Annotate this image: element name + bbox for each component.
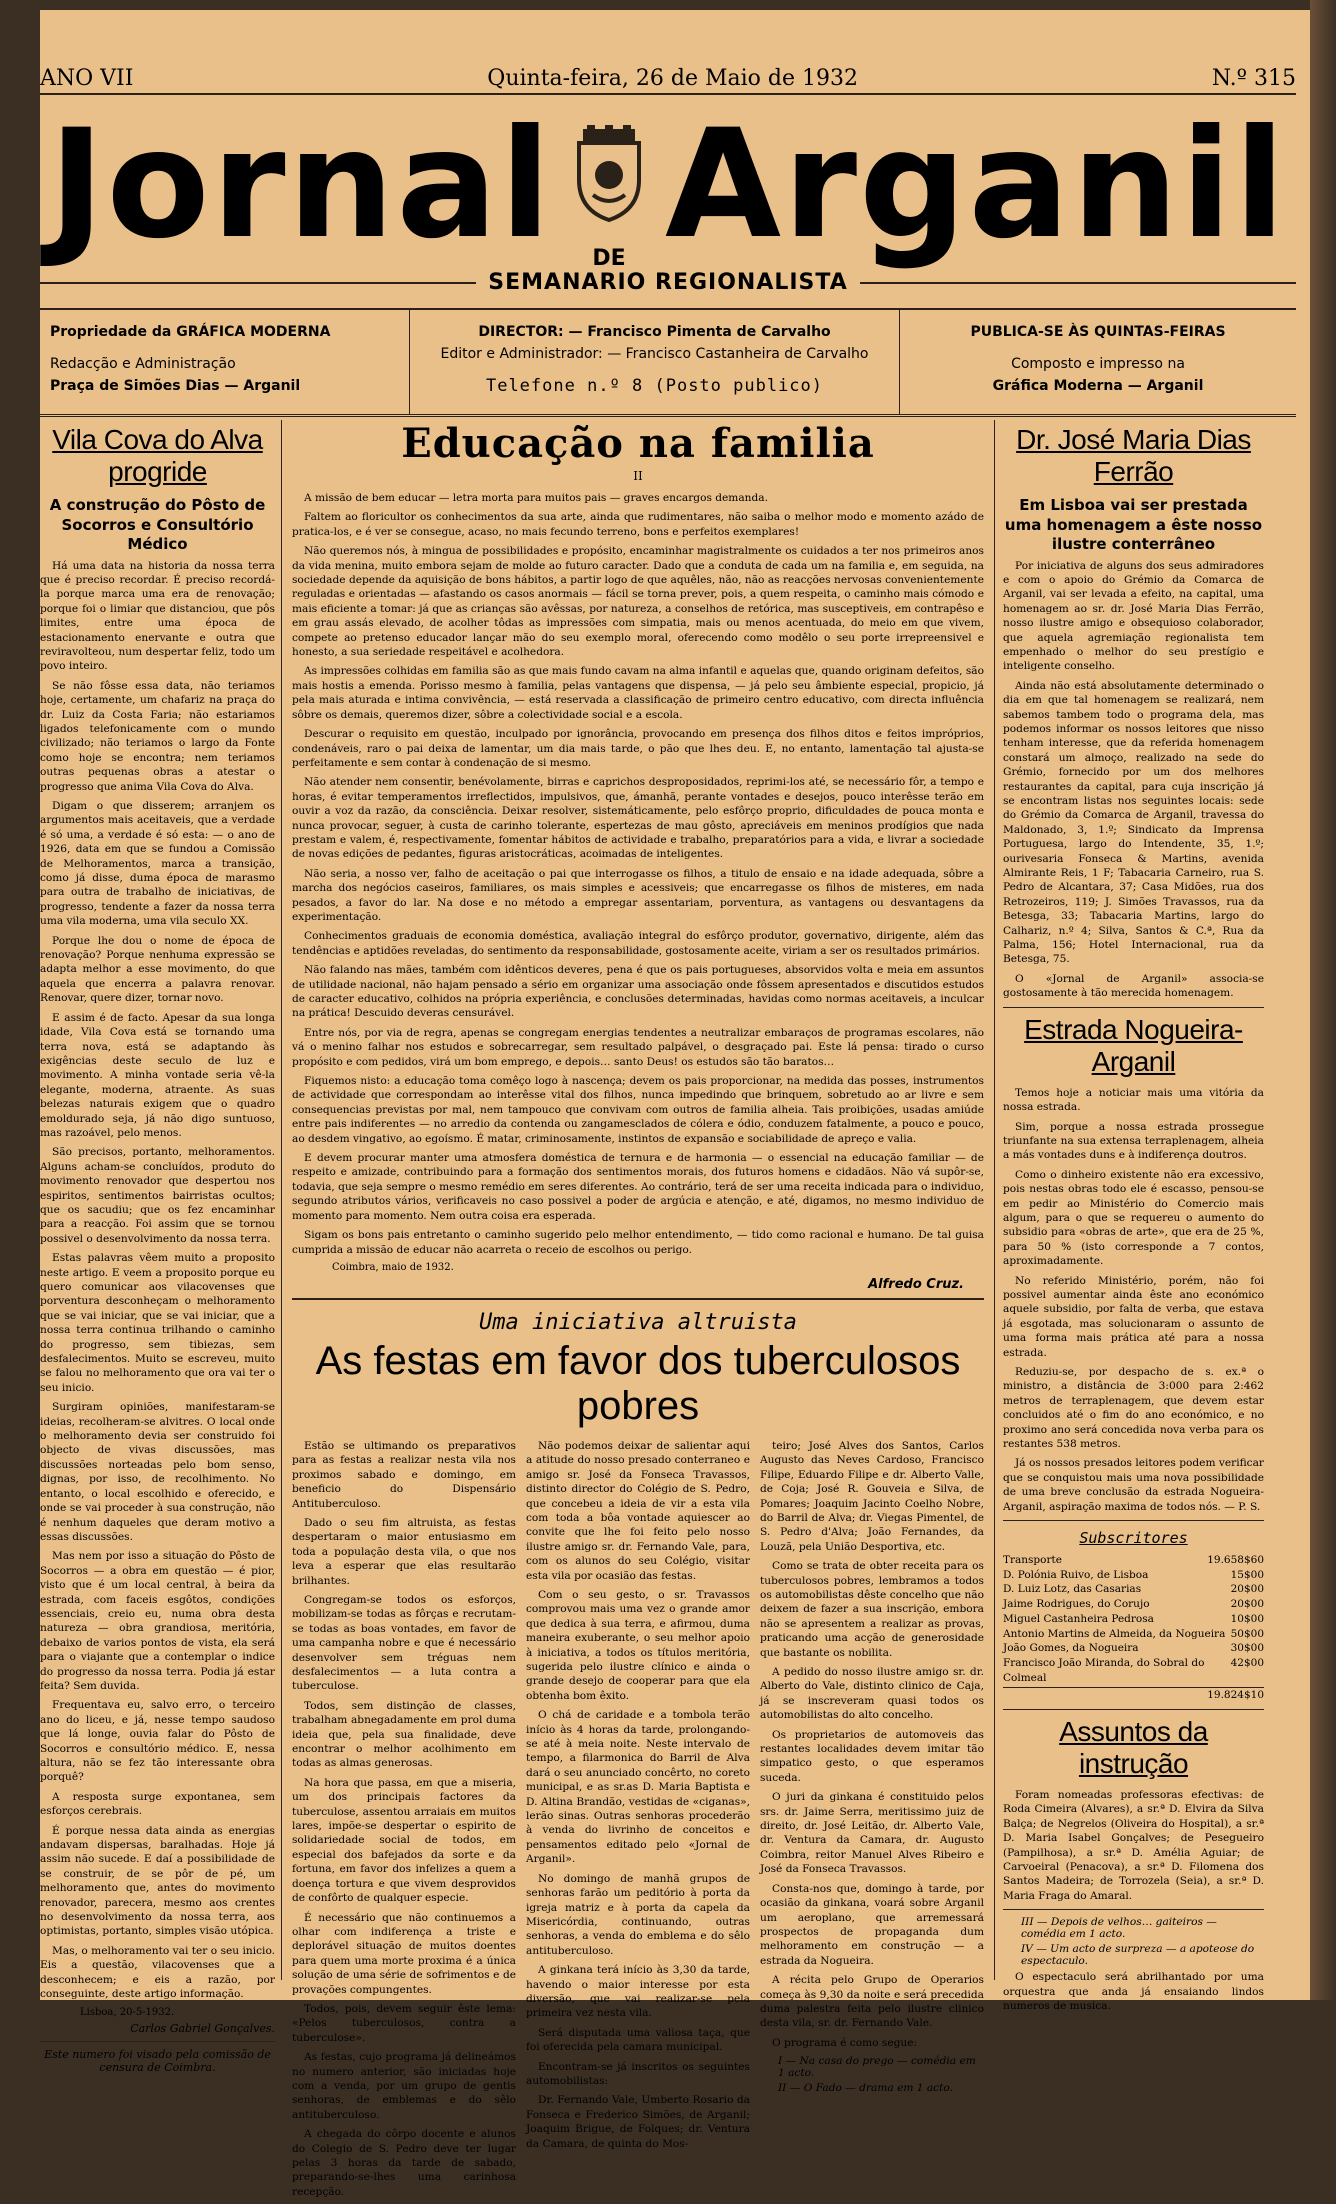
paragraph: O programa é como segue:: [772, 2036, 918, 2049]
article-title-ferrao: Dr. José Maria Dias Ferrão: [1016, 424, 1251, 487]
paragraph: Todos, pois, devem seguir êste lema: «Pelos tuberculosos, contra a tuberculose».: [292, 2002, 516, 2044]
address: Praça de Simões Dias — Arganil: [50, 378, 301, 394]
paragraph: Conhecimentos graduais de economia doméstica, avaliação integral do esfôrço produtor, governativo, dirigente, além das tendências e aptidões reveladas, do sentimento da responsabilidade, gostosamente aceite, viriam a ser os resultados primários.: [292, 930, 984, 957]
paragraph: Digam o que disserem; arranjem os argumentos mais aceitaveis, que a verdade é só uma, a verdade é só esta: — o ano de 1926, data em que se fundou a Comissão de Melhoramentos, marca a transição, como já disse, duma época de marasmo para outra de trabalho de iniciativas, de progresso, tendente a fazer da nossa terra uma vila moderna, uma vila seculo XX.: [40, 800, 275, 928]
paragraph: A récita pelo Grupo de Operarios começa às 9,30 da noite e será precedida duma palestra feita pelo ilustre clinico desta vila, sr. dr. Fernando Vale.: [760, 1974, 984, 2030]
subscriber-amount: 30$00: [1230, 1642, 1264, 1655]
paragraph: Se não fôsse essa data, não teriamos hoje, certamente, um chafariz na praça do dr. Luiz da Costa Faria; não estariamos ligados telefonicamente com o mundo civilizado; não teriamos o largo da Fonte como hoje se encontra; nem teriamos outras pequenas obras a atestar o progresso que anima Vila Cova do Alva.: [40, 679, 275, 793]
paragraph: Consta-nos que, domingo à tarde, por ocasião da ginkana, voará sobre Arganil um aeroplano, que arremessará prospectos de propaganda dum melhoramento em construção — a estrada da Nogueira.: [760, 1882, 984, 1967]
subscriber-name: João Gomes, da Nogueira: [1003, 1642, 1139, 1655]
paragraph: Dr. Fernando Vale, Umberto Rosario da Fonseca e Frederico Simões, de Arganil; Joaquim Brigue, de Folques; dr. Ventura da Camara, de quinta do Mos-: [526, 2094, 750, 2150]
editor: Editor e Administrador: — Francisco Castanheira de Carvalho: [440, 346, 869, 362]
paragraph: São precisos, portanto, melhoramentos. Alguns acham-se concluídos, produto do movimento renovador que despertou nos espiritos, sentimentos bairristas ocultos; que os sacudiu; que os fez encaminhar para a reacção. Foi assim que se tornou possivel o desenvolvimento da nossa terra.: [40, 1146, 275, 1245]
paragraph: Não falando nas mães, também com idênticos deveres, pena é que os pais portugueses, absorvidos volta e meia em assuntos de utilidade nacional, não hajam pensado a sério em organizar uma associação onde fôssem apresentados e discutidos estudos de caracter educativo, colhidos na própria experiência, e conclusões determinadas, havidas como normas aceitaveis, a inculcar na prática! Descuido deveras censurável.: [292, 964, 984, 1020]
paragraph: E assim é de facto. Apesar da sua longa idade, Vila Cova está se tornando uma terra nova, está se adaptando às exigências deste seculo de luz e movimento. A minha vontade seria vê-la elegante, moderna, atraente. As suas belezas naturais exigem que o quadro emoldurado seja, já não digo suntuoso, mas razoável, pelo menos.: [40, 1011, 275, 1139]
issue-number: N.º 315: [1211, 66, 1296, 91]
paragraph: Sim, porque a nossa estrada prossegue triunfante na sua extensa terraplenagem, alheia a más vontades duns e à indiferença doutros.: [1003, 1120, 1264, 1162]
program-item-3: III — Depois de velhos… gaiteiros — comédia em 1 acto.: [1021, 1916, 1217, 1941]
subtitle-bar: [40, 270, 1296, 295]
subscriber-row: [1003, 1568, 1264, 1583]
subscriber-amount: 42$00: [1230, 1656, 1264, 1669]
subscribers-list: [1003, 1553, 1264, 1685]
year: ANO VII: [40, 66, 134, 91]
subscriber-name: Transporte: [1003, 1554, 1062, 1567]
paragraph: As festas, cujo programa já delineámos no numero anterior, são iniciadas hoje com a venda, por um grupo de gentis senhoras, de emblemas e do sêlo antituberculoso.: [292, 2051, 516, 2121]
subtitle: SEMANARIO REGIONALISTA: [488, 270, 848, 295]
subscriber-name: Antonio Martins de Almeida, da Nogueira: [1003, 1627, 1226, 1640]
subscriber-amount: 10$00: [1230, 1612, 1264, 1625]
paragraph: No domingo de manhã grupos de senhoras farão um peditório à porta da igreja matriz e à porta da capela da Misericórdia, continuando, outras senhoras, a venda do emblema e do sêlo antituberculoso.: [526, 1872, 750, 1957]
subscriber-row: [1003, 1656, 1264, 1685]
article-body-instrucao: [1003, 1788, 1264, 1903]
article-body-educacao: [292, 491, 984, 1257]
subscriber-row: [1003, 1641, 1264, 1656]
program-item-2: II — O Fado — drama em 1 acto.: [778, 2082, 953, 2095]
subscriber-name: Miguel Castanheira Pedrosa: [1003, 1612, 1154, 1625]
paragraph: Encontram-se já inscritos os seguintes automobilistas:: [526, 2060, 750, 2087]
paragraph: Como se trata de obter receita para os tuberculosos pobres, lembramos a todos os automobilistas dêste concelho que não deixem de fazer a sua inscrição, embora não se apresentem a realizar as provas, praticando uma acção de generosidade que bastante os nobilita.: [760, 1560, 984, 1659]
masthead-jornal: Jornal: [48, 98, 553, 272]
paragraph: A resposta surge expontanea, sem esforços cerebrais.: [40, 1790, 275, 1818]
info-left: [40, 310, 410, 414]
paragraph: Será disputada uma valiosa taça, que foi oferecida pela camara municipal.: [526, 2026, 750, 2054]
printed-by-label: Composto e impresso na: [1011, 356, 1185, 372]
article-date-educacao: Coimbra, maio de 1932.: [332, 1261, 454, 1273]
paragraph: Estas palavras vêem muito a proposito neste artigo. E veem a proposito porque eu quero comunicar aos vilacovenses que porventura desconheçam o melhoramento que se vai iniciar, que se vai iniciar, que a nossa terra continua trilhando o caminho do progresso, sem tibiezas, sem desfalecimentos. Muito se escreveu, muito se falou no melhoramento que ora vai ter o seu inicio.: [40, 1252, 275, 1394]
subscriber-amount: 20$00: [1230, 1583, 1264, 1596]
program-item-4: IV — Um acto de surpreza — a apoteose do espectaculo.: [1021, 1943, 1255, 1968]
paragraph: Não atender nem consentir, benévolamente, birras e caprichos desproposidados, reprimi-los até, se necessário fôr, a tempo e horas, é evitar temperamentos irreflectidos, impulsivos, que, ámanhã, perante vontades e desejos, pouco interêsse terão em ouvir a voz da razão, da consciência. Deixar resolver, sistemáticamente, pelo esfôrço proprio, dificuldades de pouca monta e nunca provocar, seguer, à custa de carinho tolerante, espertezas de mau gôsto, apreciáveis em meninos prodígios que nada prestam e valem, é, respectivamente, fomentar hábitos de actividade e trabalho, preparatórios para a vida, e livrar a sociedade de novas edições de pedantes, figuras aristocráticas, acoimadas de inteligentes.: [292, 776, 984, 861]
paragraph: Dado o seu fim altruista, as festas despertaram o maior entusiasmo em toda a população desta vila, o que nos leva a esperar que elas resultarão brilhantes.: [292, 1516, 516, 1587]
festas-column-1: [292, 1439, 516, 2204]
paragraph: Reduziu-se, por despacho de s. ex.ª o ministro, a distância de 3:000 para 2:462 metros de terraplenagem, que devem estar concluidos até o fim do ano económico, e no proximo ano será concedida nova verba para os restantes 538 metros.: [1003, 1366, 1264, 1451]
article-title-educacao: Educação na familia: [401, 420, 875, 467]
paragraph: Ainda não está absolutamente determinado o dia em que tal homenagem se realizará, nem sabemos tambem todo o programa dela, mas podemos informar os nossos leitores que nisso tenham interesse, que da referida homenagem constará um almoço, realizado na sede do Grémio, fornecido por um dos melhores restaurantes da capital, para cuja inscrição já se encontram listas nos seguintes locais: sede do Grémio da Comarca de Arganil, travessa do Maldonado, 3, 1.º; Sindicato da Imprensa Portuguesa, largo do Intendente, 35, 1.º; ourivesaria Fonseca & Martins, avenida Almirante Reis, 1 F; Tabacaria Carneiro, rua S. Pedro de Alcantara, 37; Casa Midões, rua dos Retrozeiros, 119; J. Simões Travassos, rua da Betesga, 33; Tabacaria Martins, largo do Calhariz, n.º 4; Silva, Santos & C.ª, Rua da Palma, 156; Hotel Internacional, rua da Betesga, 75.: [1003, 679, 1264, 966]
paragraph: O chá de caridade e a tombola terão início às 4 horas da tarde, prolongando-se até à meia noite. Neste intervalo de tempo, a filarmonica do Barril de Alva dará o seu anunciado concêrto, no coreto municipal, e as sr.as D. Maria Baptista e D. Altina Brandão, vestidas de «ciganas», lerão sinas. Outras senhoras procederão à venda do livrinho de conceitos e pensamentos editado pelo «Jornal de Arganil».: [526, 1709, 750, 1866]
paragraph: Já os nossos presados leitores podem verificar que se conquistou mais uma nova possibilidade de uma breve conclusão da estrada Nogueira-Arganil, aspiração maxima de todos nós. — P. S.: [1003, 1457, 1264, 1513]
top-line: [40, 55, 1296, 95]
masthead-de: DE: [592, 246, 626, 271]
paragraph: Por iniciativa de alguns dos seus admiradores e com o apoio do Grémio da Comarca de Arganil, vai ser levada a efeito, na capital, uma homenagem ao sr. dr. José Maria Dias Ferrão, nosso ilustre amigo e obsequioso colaborador, que aquela agremiação regionalista tem empenhado o melhor do seu prestígio e inteligente conselho.: [1003, 559, 1264, 673]
paragraph: Com o seu gesto, o sr. Travassos comprovou mais uma vez o grande amor que dedica à sua terra, e afirmou, duma maneira exuberante, o seu melhor apoio à iniciativa, a todos os títulos meritória, sugerida pelo ilustre clínico e ainda o grande desejo de cooperar para que ela obtenha bom êxito.: [526, 1588, 750, 1702]
paragraph: Porque lhe dou o nome de época de renovação? Porque nenhuma expressão se adapta melhor a esse movimento, do que aquela que encerra a palavra renovar. Renovar, quere dizer, tornar novo.: [40, 934, 275, 1005]
info-right: [900, 310, 1296, 414]
paragraph: A ginkana terá início às 3,30 da tarde, havendo o maior interesse por esta diversão, que vai realizar-se pela primeira vez nesta vila.: [526, 1964, 750, 2020]
paragraph: É necessário que não continuemos a olhar com indiferença a triste e deplorável situação de muitos doentes para quem uma morte proxima é a única solução de uma série de sofrimentos e de provações compungentes.: [292, 1911, 516, 1996]
paragraph: Mas nem por isso a situação do Pôsto de Socorros — a obra em questão — é pior, visto que é um local central, à beira da estrada, com faceis esgôtos, condições essenciais, creio eu, numa obra desta natureza — obra grandiosa, meritória, debaixo de varios pontos de vista, ela será para o viajante que a contemplar o indice do progresso da nossa terra. Podia já estar feita? Sem duvida.: [40, 1550, 275, 1692]
paragraph: Sigam os bons pais entretanto o caminho sugerido pelo melhor entendimento, — tido como racional e humano. De tal guisa cumprida a missão de educar não acarreta o receio de escolhos ou perigo.: [292, 1229, 984, 1256]
paragraph: Há uma data na historia da nossa terra que é preciso recordar. É preciso recordá-la porque marca uma era de renovação; porque foi o limiar que distanciou, que pôs limites, entre uma época de estacionamento enervante e outra que reviravolteou, num despertar feliz, todo um povo inteiro.: [40, 559, 275, 673]
paragraph: E devem procurar manter uma atmosfera doméstica de ternura e de harmonia — o essencial na educação familiar — de respeito e amizade, contribuindo para a formação dos sentimentos morais, dos futuros homens e cidadãos. Não vá supôr-se, todavia, que seja sempre o mesmo remédio em seres diferentes. Ao contrário, terá de ser uma receita indicada para o individuo, segundo atributos vários, verificaveis no caso possivel a poder de argúcia e atenção, e até, digamos, no mesmo individuo de momento para momento. Nem outra coisa era esperada.: [292, 1152, 984, 1222]
paragraph: Frequentava eu, salvo erro, o terceiro ano do liceu, e já, nesse tempo saudoso que lá longe, ouvia falar do Pôsto de Socorros e consultório médico. E, nessa altura, não se fez tão interessante obra porquê?: [40, 1699, 275, 1784]
info-bar: [40, 308, 1296, 417]
subscriber-amount: 20$00: [1230, 1598, 1264, 1611]
article-author-vila-cova: Carlos Gabriel Gonçalves.: [130, 2021, 275, 2035]
article-body-festas: [292, 1439, 984, 2204]
subscriber-name: D. Polónia Ruivo, de Lisboa: [1003, 1568, 1149, 1581]
printer: Gráfica Moderna — Arganil: [992, 378, 1204, 394]
masthead: [30, 100, 1306, 270]
crest-icon: [569, 125, 649, 271]
paragraph: Mas, o melhoramento vai ter o seu inicio. Eis a questão, vilacovenses que a desconhecem; e eis a razão, por conseguinte, deste artigo informação.: [40, 1944, 275, 2001]
paragraph: É porque nessa data ainda as energias andavam dispersas, baralhadas. Hoje já assim não sucede. E daí a possibilidade de se construir, de se pôr de pé, um melhoramento que, antes do movimento renovador, parecera, mesmo aos crentes no desenvolvimento da nossa terra, aos optimistas, portanto, simples visão utópica.: [40, 1824, 275, 1938]
subscriber-name: Francisco João Miranda, do Sobral do Colmeal: [1003, 1656, 1205, 1684]
article-body-vila-cova: [40, 559, 275, 2002]
article-title-estrada: Estrada Nogueira-Arganil: [1024, 1013, 1243, 1077]
paragraph: Estão se ultimando os preparativos para as festas a realizar nesta vila nos proximos sabado e domingo, em beneficio do Dispensário Antituberculoso.: [292, 1439, 516, 1510]
paragraph: Não seria, a nosso ver, falho de aceitação o pai que interrogasse os filhos, a titulo de ensaio e na idade adequada, sôbre a marcha dos negócios caseiros, familiares, os mais simples e acessiveis; que encarregasse os filhos de misteres, em nada pesados, a favor do lar. Na dose e no método a empregar assentariam, porventura, as vantagens ou desvantagens da experimentação.: [292, 867, 984, 923]
left-column: [40, 420, 282, 2074]
paragraph: teiro; José Alves dos Santos, Carlos Augusto das Neves Cardoso, Francisco Filipe, Eduardo Filipe e dr. Alberto Valle, de Coja; José R. Gouveia e Silva, de Pomares; Joaquim Jacinto Coelho Nobre, do Barril de Alva; dr. Viegas Pimentel, de S. Pedro d'Alva; João Fernandes, da Louzã, pela União Desportiva, etc.: [760, 1439, 984, 1553]
paragraph: A chegada do côrpo docente e alunos do Colegio de S. Pedro deve ter lugar pelas 3 horas da tarde de sabado, preparando-se-lhes uma carinhosa recepção.: [292, 2128, 516, 2198]
binding-edge: [1310, 0, 1336, 2000]
director: DIRECTOR: — Francisco Pimenta de Carvalho: [478, 324, 831, 340]
paragraph: Não podemos deixar de salientar aqui a atitude do nosso presado conterraneo e amigo sr. José da Fonseca Travassos, distinto director do Colégio de S. Pedro, que concebeu a ideia de vir a esta vila com toda a bôa vontade aquiescer ao convite que lhe foi feito pelo nosso ilustre amigo sr. dr. Fernando Vale, para, com os alunos do seu Colégio, visitar esta vila por ocasião das festas.: [526, 1439, 750, 1582]
subscriber-row: [1003, 1627, 1264, 1642]
article-title-vila-cova: Vila Cova do Alva progride: [52, 424, 263, 487]
paragraph: Os proprietarios de automoveis das restantes localidades devem imitar tão simpatico gesto, o que esperamos suceda.: [760, 1728, 984, 1784]
article-title-festas: As festas em favor dos tuberculosos pobres: [315, 1338, 961, 1428]
subscriber-row: [1003, 1553, 1264, 1568]
info-center: [410, 310, 900, 414]
subscriber-row: [1003, 1582, 1264, 1597]
telephone: Telefone n.º 8 (Posto publico): [485, 376, 824, 396]
subscriber-row: [1003, 1597, 1264, 1612]
publication-day: PUBLICA-SE ÀS QUINTAS-FEIRAS: [970, 324, 1226, 340]
paragraph: Surgiram opiniões, manifestaram-se ideias, recolheram-se alvitres. O local onde o melhoramento devia ser construido foi objecto de vivas discussões, mas discussões norteadas pelo bom senso, dignas, por isso, de recolhimento. No entanto, o local escolhido e oferecido, e onde se vai proceder à sua construção, não é nenhum daqueles que deram motivo a essas discussões.: [40, 1401, 275, 1543]
festas-column-2: [526, 1439, 750, 2204]
paragraph: Congregam-se todos os esforços, mobilizam-se todas as fôrças e recrutam-se todas as boas vontades, em favor de uma campanha nobre e que é necessário desenvolver sem tréguas nem desfalecimentos — a luta contra a tuberculose.: [292, 1593, 516, 1693]
paragraph: Fiquemos nisto: a educação toma comêço logo à nascença; devem os pais proporcionar, na medida das posses, instrumentos de actividade que correspondam ao interêsse vital dos filhos, nunca impedindo que brinquem, sobretudo ao ar livre e sem consequencias previstas por mal, nem tampouco que convivam com outros de familia alheia. Tais proibições, usadas amiúde entre pais indiferentes — no arredio da contenda ou zangamesclados de cólera e ódio, conduzem fatalmente, a pouco e pouco, ao desdem vingativo, ao egoísmo. É matar, criminosamente, instintos de expansão e sociabilidade de apreço e valia.: [292, 1075, 984, 1145]
censorship-note: Este numero foi visado pela comissão de censura de Coimbra.: [44, 2047, 271, 2074]
article-part-number: II: [633, 469, 643, 483]
paragraph: Não queremos nós, à mingua de possibilidades e propósito, encaminhar magistralmente os cuidados a ter nos primeiros anos da vida menina, muito embora sejam de molde ao futuro caracter. Dado que a conduta de cada um na familia e, em seguida, na sociedade depende da aquisição de bons hábitos, a partir logo de que aquêles, não, não as reacções nervosas convenientemente reguladas e orientadas — afastando os casos anormais — fácil se torna prever, pois, a quem respeita, o caminho mais cómodo e mais eficiente a tomar: já que as crianças são avêssas, por natureza, a conselhos de retórica, mas susceptiveis, em contrapêso e em grau assás elevado, de acolher tôdas as impressões com simpatia, mais ou menos acentuada, do meio em que vivem, compete ao pretenso educador lançar mão do seu exemplo moral, oferecendo como modêlo o seu porte irrepreensivel e honesto, a sua seriedade respeitável e acolhedora.: [292, 545, 984, 659]
paragraph: O «Jornal de Arganil» associa-se gostosamente à tão merecida homenagem.: [1003, 972, 1264, 1000]
closing-note: O espectaculo será abrilhantado por uma orquestra que anda já ensaiando lindos numeros de musica.: [1003, 1971, 1264, 2012]
article-body-ferrao: [1003, 559, 1264, 1001]
paragraph: A pedido do nosso ilustre amigo sr. dr. Alberto do Vale, distinto clinico de Caja, já se inscreveram quasi todos os automobilistas do alto concelho.: [760, 1666, 984, 1722]
paragraph: Como o dinheiro existente não era excessivo, pois nestas obras todo ele é escasso, pensou-se em pedir ao Ministério do Comercio mais algum, para o que se requereu o aumento do subsidio para «obras de arte», que era de 25 %, para 50 % (isto corresponde a 7 contos, aproximadamente.: [1003, 1168, 1264, 1268]
paragraph: No referido Ministério, porém, não foi possivel aumentar ainda êste ano económico aquele subsidio, por falta de verba, que estava já esgotada, mas solucionaram o assunto de uma forma mais prática até para a nossa estrada.: [1003, 1274, 1264, 1359]
subscribers-title: Subscritores: [1079, 1529, 1188, 1548]
issue-date: Quinta-feira, 26 de Maio de 1932: [487, 66, 858, 91]
paragraph: As impressões colhidas em familia são as que mais fundo cavam na alma infantil e aquelas que, quando originam defeitos, são mais hostis a emenda. Porisso mesmo à familia, pelas vantagens que dispensa, — já pelo seu âmbiente especial, propicio, já pela mais aturada e intima convivência, — está reservada a classificação de primeiro centro educativo, com directa influência sôbre os demais, queremos dizer, sôbre a colectividade social e a escola.: [292, 665, 984, 721]
article-author-educacao: Alfredo Cruz.: [868, 1276, 964, 1292]
paragraph: Todos, sem distinção de classes, trabalham abnegadamente em prol duma ideia que, pela sua finalidade, deve encontrar o melhor acolhimento em todas as almas generosas.: [292, 1699, 516, 1770]
article-subtitle-ferrao: Em Lisboa vai ser prestada uma homenagem a êste nosso ilustre conterrâneo: [1004, 496, 1263, 553]
paragraph: Descurar o requisito em questão, inculpado por ignorância, provocando em presença dos filhos ditos e feitos impróprios, condenáveis, raro o pai deixa de lamentar, um dia mais tarde, o pão que lhes deu. E, no entanto, lamentação tal ajusta-se perfeitamente e sem contar à condenação de si mesmo.: [292, 728, 984, 769]
article-date-vila-cova: Lisboa, 20-5-1932.: [80, 2006, 175, 2018]
subscriber-amount: 19.658$60: [1207, 1554, 1264, 1567]
paragraph: Temos hoje a noticiar mais uma vitória da nossa estrada.: [1003, 1086, 1264, 1114]
paragraph: Entre nós, por via de regra, apenas se congregam energias tendentes a neutralizar embaraços de programas escolares, não vá o menino falhar nos estudos e sobrecarregar, sem resultado palpável, o desgraçado pai. Este lá pensa: tirado o curso propósito e com pedidos, virá um bom emprego, e depois… santo Deus! os estudos são tão baratos…: [292, 1026, 984, 1068]
subscriber-amount: 50$00: [1230, 1627, 1264, 1640]
festas-column-3: [760, 1439, 984, 2204]
ownership: Propriedade da GRÁFICA MODERNA: [50, 324, 331, 340]
subscriber-name: Jaime Rodrigues, do Corujo: [1003, 1598, 1150, 1611]
subscriber-row: [1003, 1612, 1264, 1627]
subscribers-total: 19.824$10: [1003, 1687, 1264, 1703]
redaction-label: Redacção e Administração: [50, 356, 236, 372]
masthead-arganil: Arganil: [664, 98, 1288, 272]
right-column: [994, 420, 1264, 2012]
subscriber-amount: 15$00: [1230, 1568, 1264, 1581]
article-subtitle-vila-cova: A construção do Pôsto de Socorros e Consultório Médico: [49, 496, 266, 553]
program-item-1: I — Na casa do prego — comédia em 1 acto.: [778, 2055, 976, 2080]
article-kicker-festas: Uma iniciativa altruista: [479, 1309, 797, 1335]
paragraph: Faltem ao floricultor os conhecimentos da sua arte, ainda que rudimentares, não saiba o melhor modo e momento azádo de pratica-los, e é ver se consegue, acaso, no mais fecundo terreno, bons e perfeitos exemplares!: [292, 511, 984, 538]
paragraph: Na hora que passa, em que a miseria, um dos principais factores da tuberculose, assentou arraiais em muitos lares, impõe-se despertar o espirito de solidariedade social de todos, em especial dos bafejados da sorte e da fortuna, em favor dos infelizes a quem a doença tortura e que vivem desprovidos de confôrto de qualquer especie.: [292, 1776, 516, 1905]
article-body-estrada: [1003, 1086, 1264, 1514]
paragraph: Foram nomeadas professoras efectivas: de Roda Cimeira (Alvares), a sr.ª D. Elvira da Silva Balça; de Negrelos (Oliveira do Hospital), a sr.ª D. Maria Isabel Gonçalves; de Pesegueiro (Pampilhosa), a sr.ª D. Amélia Aguiar; de Carvoeiral (Penacova), a sr.ª D. Filomena dos Santos Madeira; de Torrozela (Seia), a sr.ª D. Maria Fraga do Amaral.: [1003, 1788, 1264, 1902]
middle-column: [292, 420, 984, 2198]
subscriber-name: D. Luiz Lotz, das Casarias: [1003, 1583, 1142, 1596]
article-title-instrucao: Assuntos da instrução: [1059, 1715, 1208, 1779]
paragraph: O juri da ginkana é constituido pelos srs. dr. Jaime Serra, meritissimo juiz de direito, dr. José Leitão, dr. Alberto Vale, dr. Ventura da Camara, dr. Augusto Coimbra, reitor Manuel Alves Ribeiro e José da Fonseca Travassos.: [760, 1791, 984, 1876]
paragraph: A missão de bem educar — letra morta para muitos pais — graves encargos demanda.: [304, 492, 768, 504]
